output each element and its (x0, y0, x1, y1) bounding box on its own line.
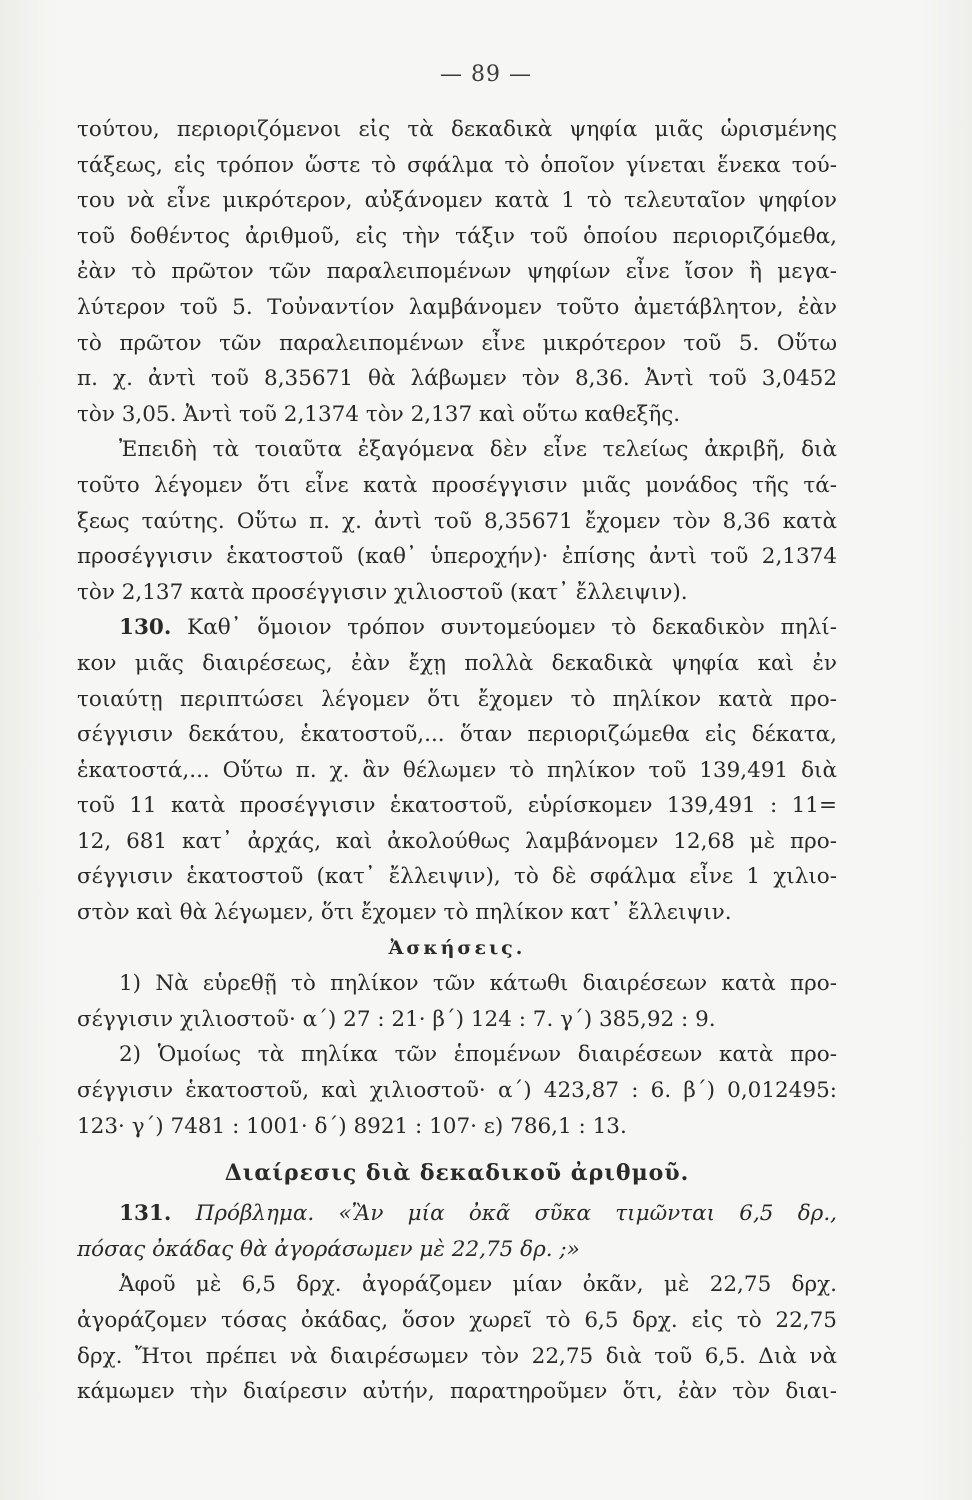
text-line: τοῦ δοθέντος ἀριθμοῦ, εἰς τὴν τάξιν τοῦ ὁποίου περιοριζόμεθα, (77, 223, 837, 249)
text-line: τοῦτο λέγομεν ὅτι εἶνε κατὰ προσέγγισιν μιᾶς μονάδος τῆς τά- (77, 472, 837, 498)
text-line: κάμωμεν τὴν διαίρεσιν αὐτήν, παρατηροῦμεν ὅτι, ἐὰν τὸν διαι- (77, 1379, 837, 1405)
text-span: Καθ᾽ ὅμοιον τρόπον συντομεύομεν τὸ δεκαδικὸν πηλί- (187, 615, 837, 641)
text-line: ἑκατοστά,... Οὕτω π. χ. ἂν θέλωμεν τὸ πηλίκον τοῦ 139,491 διὰ (77, 757, 837, 783)
text-line: τούτου, περιοριζόμενοι εἰς τὰ δεκαδικὰ ψηφία μιᾶς ὡρισμένης (77, 117, 837, 142)
text-line: 12, 681 κατ᾽ ἀρχάς, καὶ ἀκολούθως λαμβάνομεν 12,68 μὲ προ- (77, 828, 837, 854)
text-line: λύτερον τοῦ 5. Τοὐναντίον λαμβάνομεν τοῦτο ἀμετάβλητον, ἐὰν (77, 294, 837, 320)
text-line: σέγγισιν ἑκατοστοῦ, καὶ χιλιοστοῦ· α΄) 423,87 : 6. β΄) 0,012495: (77, 1078, 837, 1104)
text-line: σέγγισιν χιλιοστοῦ· α΄) 27 : 21· β΄) 124 : 7. γ΄) 385,92 : 9. (77, 1006, 716, 1032)
text-line (77, 1196, 837, 1232)
text-line: ἀγοράζομεν τόσας ὀκάδας, ὅσον χωρεῖ τὸ 6,5 δρχ. εἰς τὸ 22,75 (77, 1308, 837, 1333)
text-line: σέγγισιν ἑκατοστοῦ (κατ᾽ ἔλλειψιν), τὸ δὲ σφάλμα εἶνε 1 χιλιο- (77, 864, 837, 890)
text-line: τὸ πρῶτον τῶν παραλειπομένων εἶνε μικρότερον τοῦ 5. Οὕτω (77, 330, 837, 356)
section-number: 130. (119, 615, 172, 641)
text-line: κον μιᾶς διαιρέσεως, ἐὰν ἔχῃ πολλὰ δεκαδικὰ ψηφία καὶ ἐν (77, 650, 837, 676)
text-line: 2) Ὁμοίως τὰ πηλίκα τῶν ἑπομένων διαιρέσεων κατὰ προ- (119, 1042, 837, 1068)
text-line: Ἐπειδὴ τὰ τοιαῦτα ἐξαγόμενα δὲν εἶνε τελείως ἀκριβῆ, διὰ (119, 437, 837, 463)
exercises-list (77, 966, 837, 1144)
text-line: 1) Νὰ εὑρεθῇ τὸ πηλίκον τῶν κάτωθι διαιρέσεων κατὰ προ- (119, 971, 837, 997)
section-131 (77, 1196, 837, 1410)
text-line (77, 610, 837, 646)
text-line: ξεως ταύτης. Οὕτω π. χ. ἀντὶ τοῦ 8,35671 ἔχομεν τὸν 8,36 κατὰ (77, 508, 837, 534)
page-number: — 89 — (440, 62, 532, 87)
problem-label: Πρόβλημα. (195, 1201, 315, 1227)
text-line: του νὰ εἶνε μικρότερον, αὐξάνομεν κατὰ 1 τὸ τελευταῖον ψηφίον (77, 188, 837, 214)
section-heading: Διαίρεσις διὰ δεκαδικοῦ ἀριθμοῦ. (224, 1160, 690, 1187)
text-line: 123· γ΄) 7481 : 1001· δ΄) 8921 : 107· ε) 786,1 : 13. (77, 1113, 627, 1139)
section-130 (77, 610, 837, 930)
text-line: Ἀφοῦ μὲ 6,5 δρχ. ἀγοράζομεν μίαν ὀκᾶν, μὲ 22,75 δρχ. (119, 1272, 837, 1298)
text-line: πόσας ὀκάδας θὰ ἀγοράσωμεν μὲ 22,75 δρ. ;» (77, 1236, 580, 1262)
text-line: τάξεως, εἰς τρόπον ὥστε τὸ σφάλμα τὸ ὁποῖον γίνεται ἕνεκα τού- (77, 152, 837, 178)
text-line: σέγγισιν δεκάτου, ἑκατοστοῦ,... ὅταν περιοριζώμεθα εἰς δέκατα, (77, 722, 837, 748)
text-line: τοιαύτῃ περιπτώσει λέγομεν ὅτι ἔχομεν τὸ πηλίκον κατὰ προ- (77, 686, 837, 712)
paragraph-rounding (77, 112, 837, 432)
exercises-heading: Ἀσκήσεις. (388, 936, 526, 959)
body-text (77, 112, 837, 1410)
section-number: 131. (119, 1201, 172, 1227)
text-line: προσέγγισιν ἑκατοστοῦ (καθ᾽ ὑπεροχήν)· ἐπίσης ἀντὶ τοῦ 2,1374 (77, 544, 837, 570)
text-line: τοῦ 11 κατὰ προσέγγισιν ἑκατοστοῦ, εὑρίσκομεν 139,491 : 11= (77, 793, 837, 819)
text-line: δρχ. Ἤτοι πρέπει νὰ διαιρέσωμεν τὸν 22,75 διὰ τοῦ 6,5. Διὰ νὰ (77, 1343, 837, 1369)
text-line: τὸν 2,137 κατὰ προσέγγισιν χιλιοστοῦ (κατ᾽ ἔλλειψιν). (77, 579, 688, 605)
problem-text: «Ἂν μία ὀκᾶ σῦκα τιμῶνται 6,5 δρ., (338, 1201, 837, 1227)
paragraph-approximation (77, 432, 837, 610)
text-line: στὸν καὶ θὰ λέγωμεν, ὅτι ἔχομεν τὸ πηλίκον κατ᾽ ἔλλειψιν. (77, 900, 732, 926)
text-line: ἐὰν τὸ πρῶτον τῶν παραλειπομένων ψηφίων εἶνε ἴσον ἢ μεγα- (77, 259, 837, 285)
text-line: π. χ. ἀντὶ τοῦ 8,35671 θὰ λάβωμεν τὸν 8,36. Ἀντὶ τοῦ 3,0452 (77, 366, 837, 392)
text-line: τὸν 3,05. Ἀντὶ τοῦ 2,1374 τὸν 2,137 καὶ οὕτω καθεξῆς. (77, 401, 681, 427)
